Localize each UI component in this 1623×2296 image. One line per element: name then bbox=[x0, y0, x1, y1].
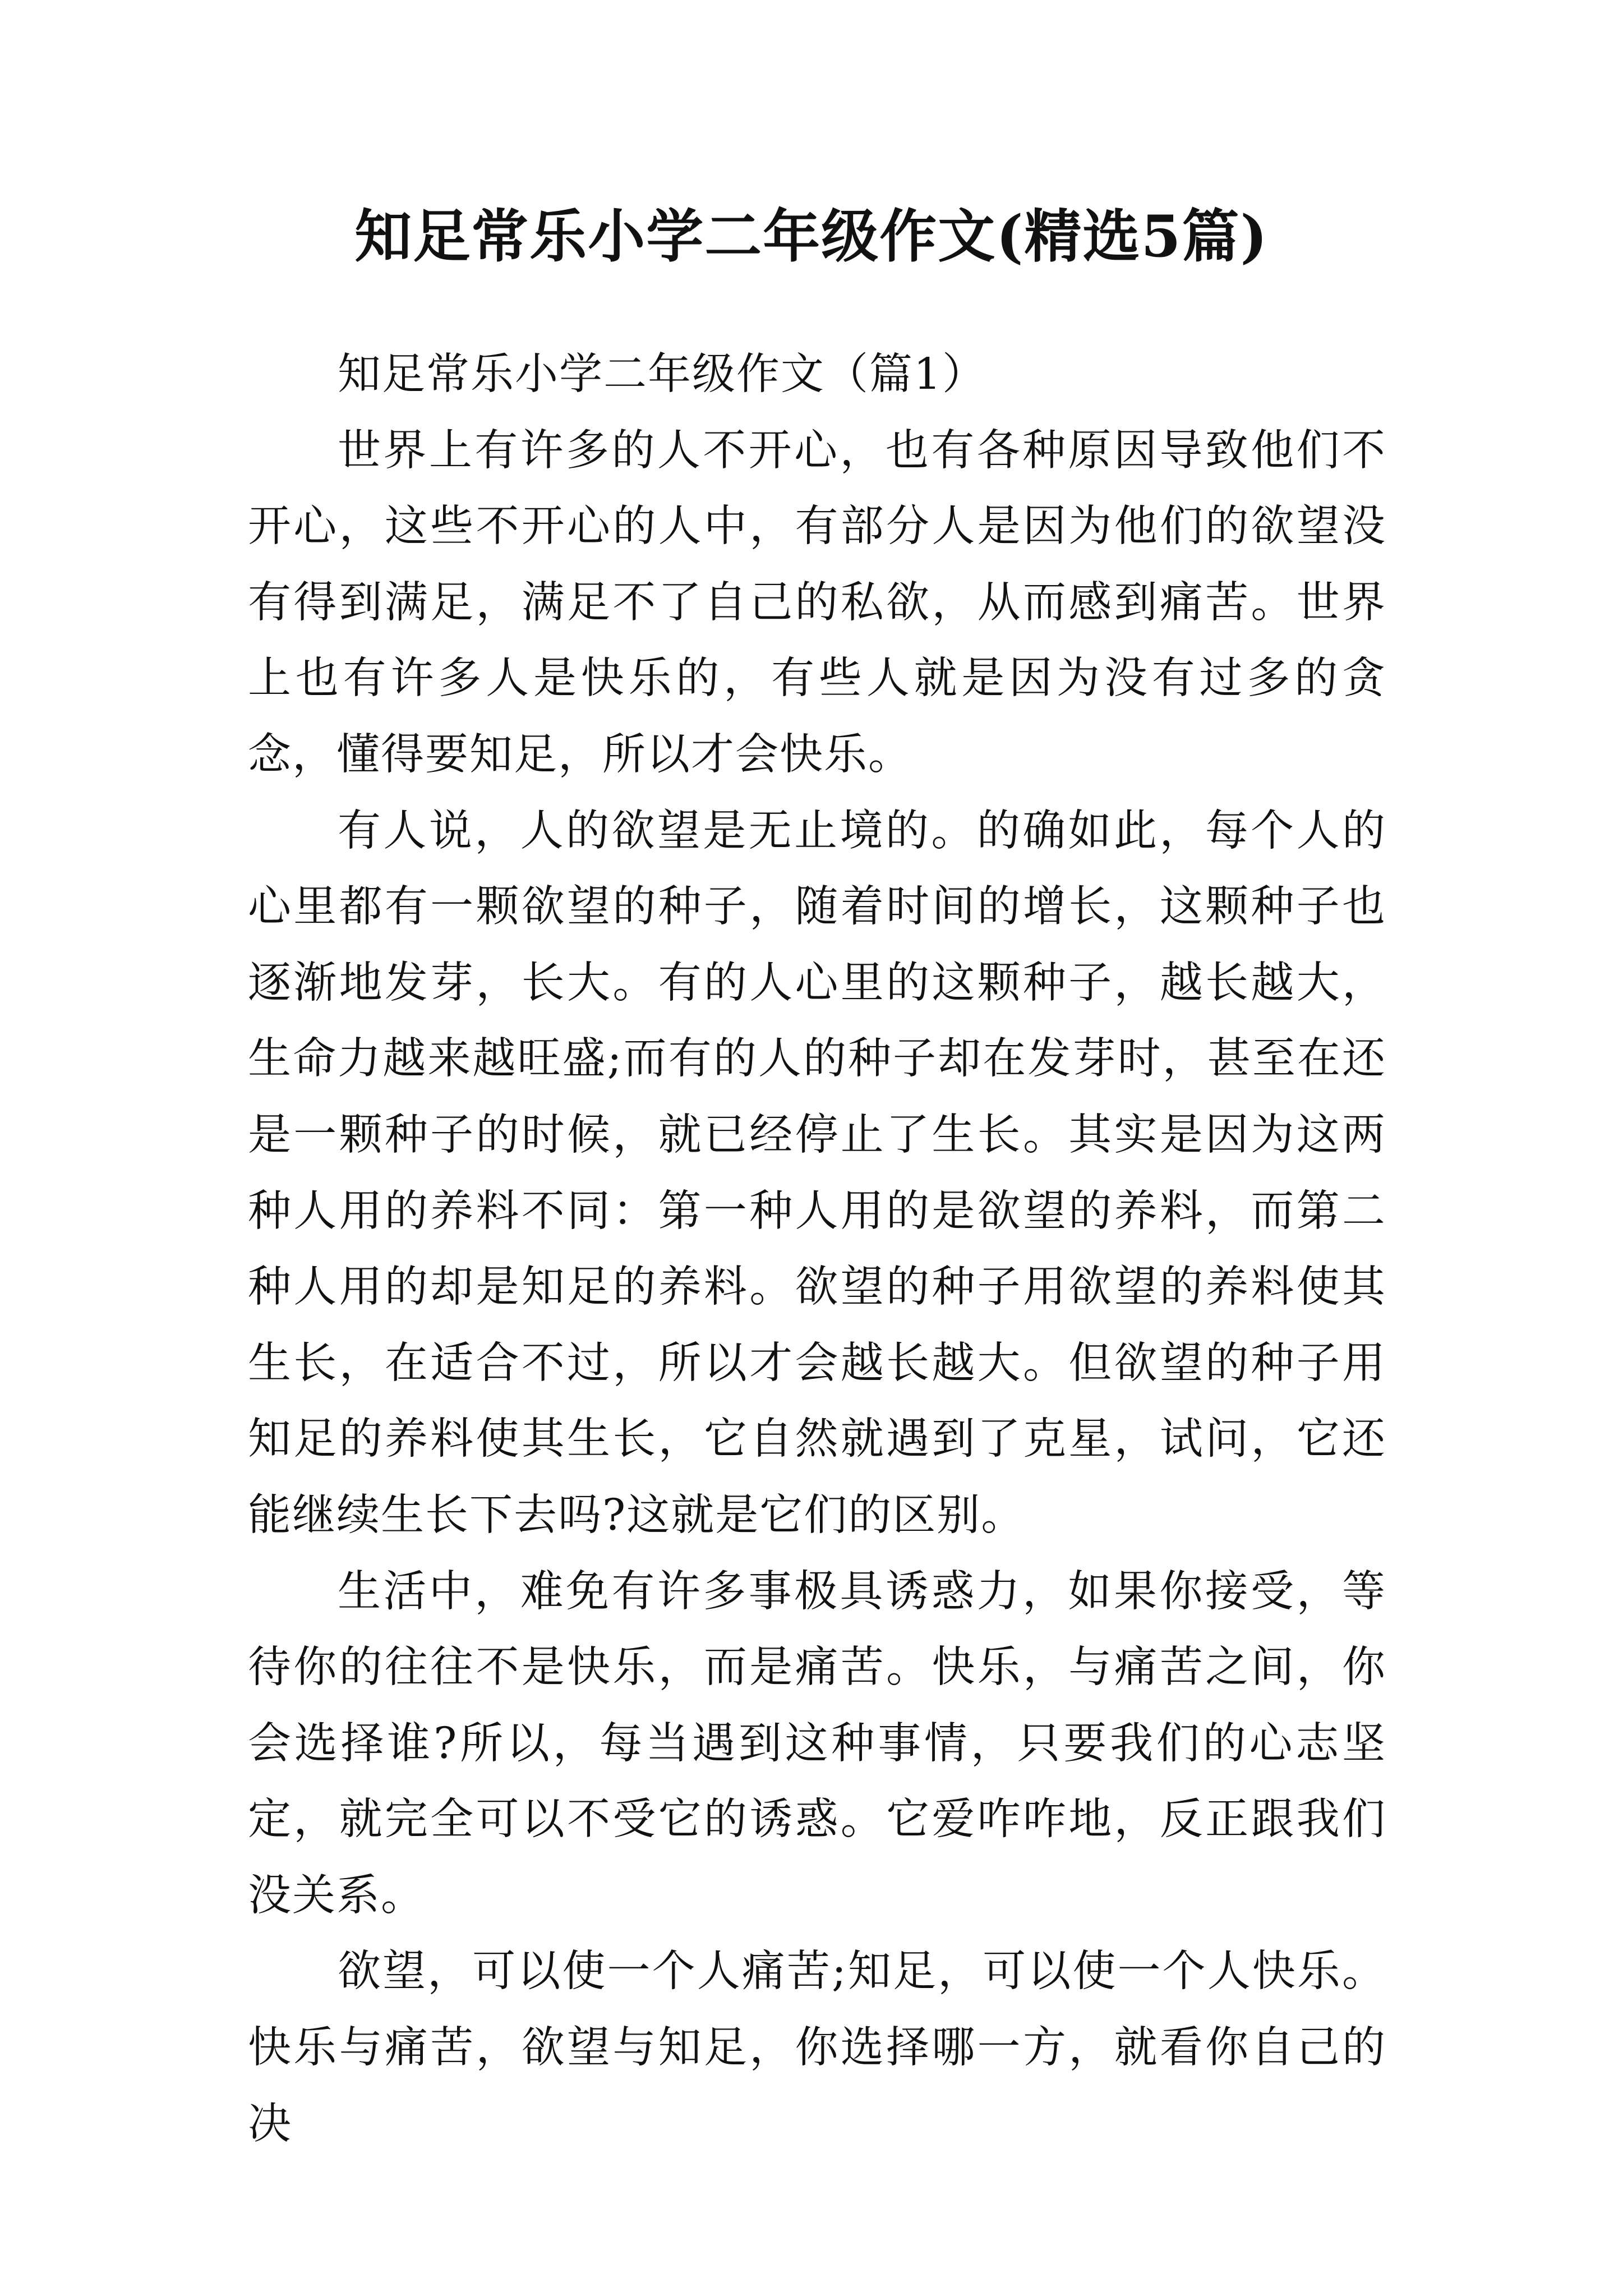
document-body bbox=[248, 337, 1386, 2162]
document-title: 知足常乐小学二年级作文(精选5篇) bbox=[354, 203, 1269, 270]
paragraph-2: 有人说，人的欲望是无止境的。的确如此，每个人的心里都有一颗欲望的种子，随着时间的增长，这颗种子也逐渐地发芽，长大。有的人心里的这颗种子，越长越大，生命力越来越旺盛;而有的人的种子却在发芽时，甚至在还是一颗种子的时候，就已经停止了生长。其实是因为这两种人用的养料不同：第一种人用的是欲望的养料，而第二种人用的却是知足的养料。欲望的种子用欲望的养料使其生长，在适合不过，所以才会越长越大。但欲望的种子用知足的养料使其生长，它自然就遇到了克星，试问，它还能继续生长下去吗?这就是它们的区别。 bbox=[248, 806, 1386, 1540]
paragraph-3: 生活中，难免有许多事极具诱惑力，如果你接受，等待你的往往不是快乐，而是痛苦。快乐，与痛苦之间，你会选择谁?所以，每当遇到这种事情，只要我们的心志坚定，就完全可以不受它的诱惑。它爱咋咋地，反正跟我们没关系。 bbox=[248, 1566, 1386, 1921]
paragraph-4: 欲望，可以使一个人痛苦;知足，可以使一个人快乐。快乐与痛苦，欲望与知足，你选择哪一方，就看你自己的决 bbox=[248, 1947, 1386, 2149]
section-heading: 知足常乐小学二年级作文（篇1） bbox=[338, 349, 986, 399]
paragraph-1: 世界上有许多的人不开心，也有各种原因导致他们不开心，这些不开心的人中，有部分人是因为他们的欲望没有得到满足，满足不了自己的私欲，从而感到痛苦。世界上也有许多人是快乐的，有些人就是因为没有过多的贪念，懂得要知足，所以才会快乐。 bbox=[248, 425, 1386, 780]
